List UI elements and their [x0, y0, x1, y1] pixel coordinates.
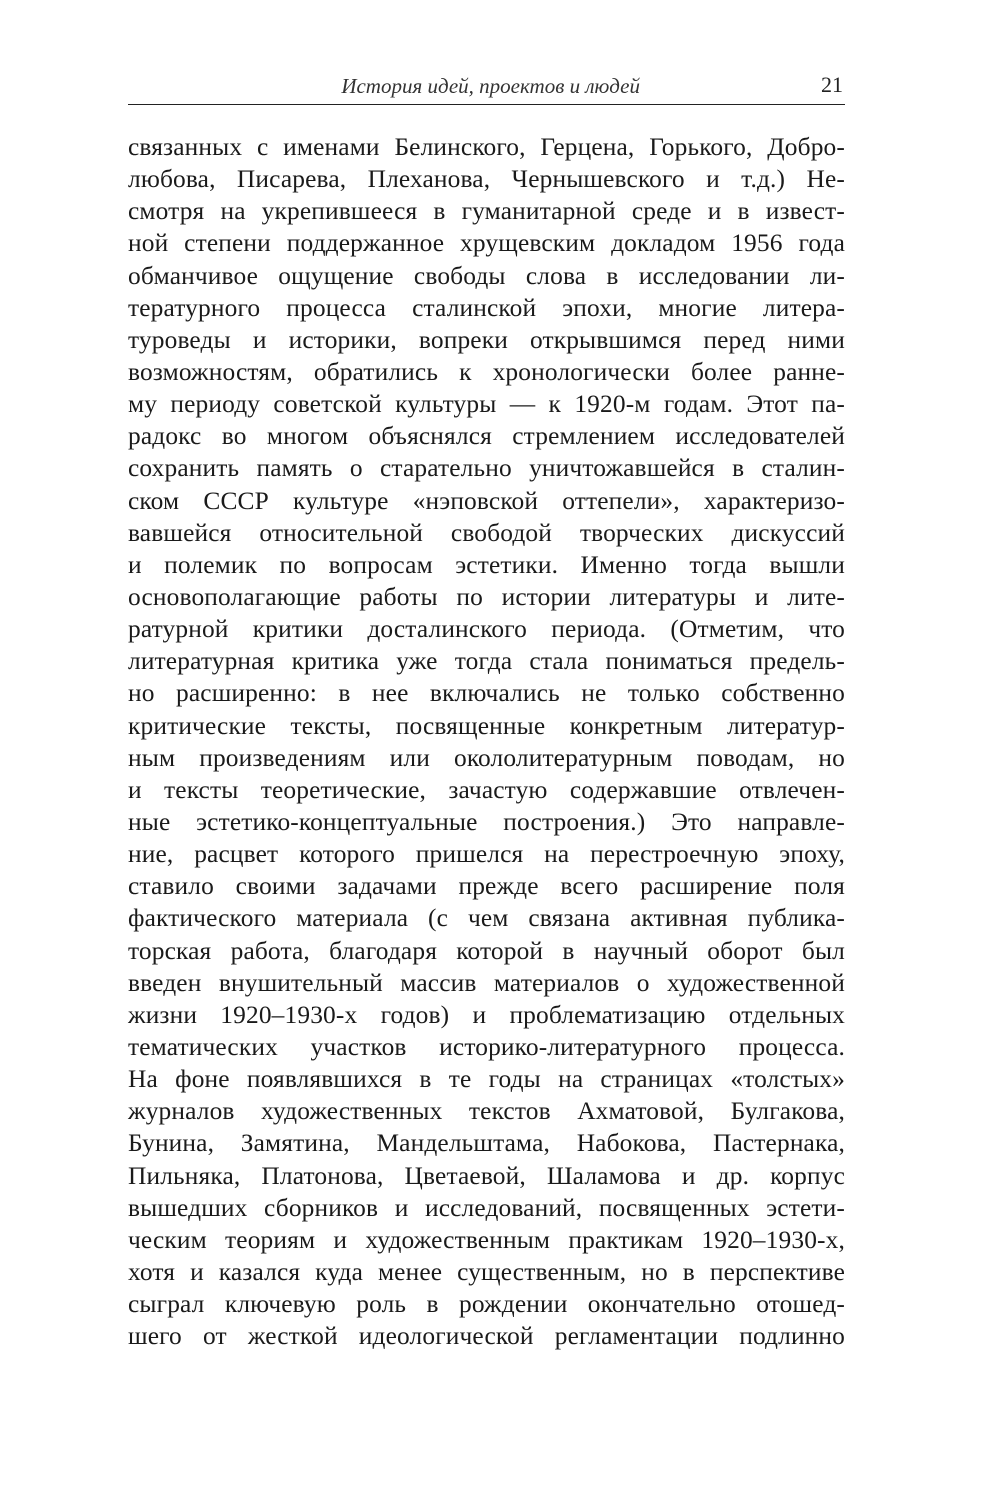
text-line: вышедших сборников и исследований, посвященных эстети-: [128, 1193, 845, 1222]
text-line: критические тексты, посвященные конкретным литератур-: [128, 711, 845, 740]
text-line: ставило своими задачами прежде всего расширение поля: [128, 872, 845, 901]
text-line: ные эстетико-концептуальные построения.) Это направле-: [128, 807, 845, 836]
text-line: и полемик по вопросам эстетики. Именно тогда вышли: [128, 550, 845, 579]
text-line: любова, Писарева, Плеханова, Чернышевского и т.д.) Не-: [128, 165, 845, 194]
page-number: 21: [821, 72, 843, 97]
text-line: жизни 1920–1930-х годов) и проблематизацию отдельных: [128, 1000, 845, 1029]
text-line: ческим теориям и художественным практикам 1920–1930-х,: [128, 1225, 845, 1254]
text-line: хотя и казался куда менее существенным, но в перспективе: [128, 1257, 845, 1286]
running-header: [128, 72, 845, 105]
text-line: Бунина, Замятина, Мандельштама, Набокова, Пастернака,: [128, 1129, 845, 1158]
running-title: История идей, проектов и людей: [341, 74, 640, 98]
text-line: му периоду советской культуры — к 1920-м годам. Этот па-: [128, 390, 845, 419]
body-text: [128, 131, 845, 1352]
text-line: основополагающие работы по истории литературы и лите-: [128, 582, 845, 611]
text-line: сохранить память о старательно уничтожавшейся в сталин-: [128, 454, 845, 483]
text-line: тературного процесса сталинской эпохи, многие литера-: [128, 293, 845, 322]
text-line: и тексты теоретические, зачастую содержавшие отвлечен-: [128, 775, 845, 804]
text-line: туроведы и историки, вопреки открывшимся перед ними: [128, 325, 845, 354]
text-line: литературная критика уже тогда стала пониматься предель-: [128, 647, 845, 676]
text-line: тематических участков историко-литературного процесса.: [128, 1032, 845, 1061]
text-line: введен внушительный массив материалов о художественной: [128, 968, 845, 997]
text-line: ным произведениям или окололитературным поводам, но: [128, 743, 845, 772]
text-line: фактического материала (с чем связана активная публика-: [128, 904, 845, 933]
text-line: обманчивое ощущение свободы слова в исследовании ли-: [128, 261, 845, 290]
text-line: торская работа, благодаря которой в научный оборот был: [128, 936, 845, 965]
text-line: ском СССР культуре «нэповской оттепели», характеризо-: [128, 486, 845, 515]
text-line: сыграл ключевую роль в рождении окончательно отошед-: [128, 1290, 845, 1319]
text-line: смотря на укрепившееся в гуманитарной среде и в извест-: [128, 197, 845, 226]
text-line: вавшейся относительной свободой творческих дискуссий: [128, 518, 845, 547]
text-line: ной степени поддержанное хрущевским докладом 1956 года: [128, 229, 845, 258]
text-line: На фоне появлявшихся в те годы на страницах «толстых»: [128, 1065, 845, 1094]
text-line: радокс во многом объяснялся стремлением исследователей: [128, 422, 845, 451]
text-line: журналов художественных текстов Ахматовой, Булгакова,: [128, 1097, 845, 1126]
text-line: но расширенно: в нее включались не только собственно: [128, 679, 845, 708]
text-line: ратурной критики досталинского периода. (Отметим, что: [128, 615, 845, 644]
text-line: Пильняка, Платонова, Цветаевой, Шаламова и др. корпус: [128, 1161, 845, 1190]
text-line: связанных с именами Белинского, Герцена, Горького, Добро-: [128, 133, 845, 161]
text-line: шего от жесткой идеологической регламентации подлинно: [128, 1322, 845, 1351]
text-line: ние, расцвет которого пришелся на перестроечную эпоху,: [128, 840, 845, 869]
text-line: возможностям, обратились к хронологически более ранне-: [128, 357, 845, 386]
